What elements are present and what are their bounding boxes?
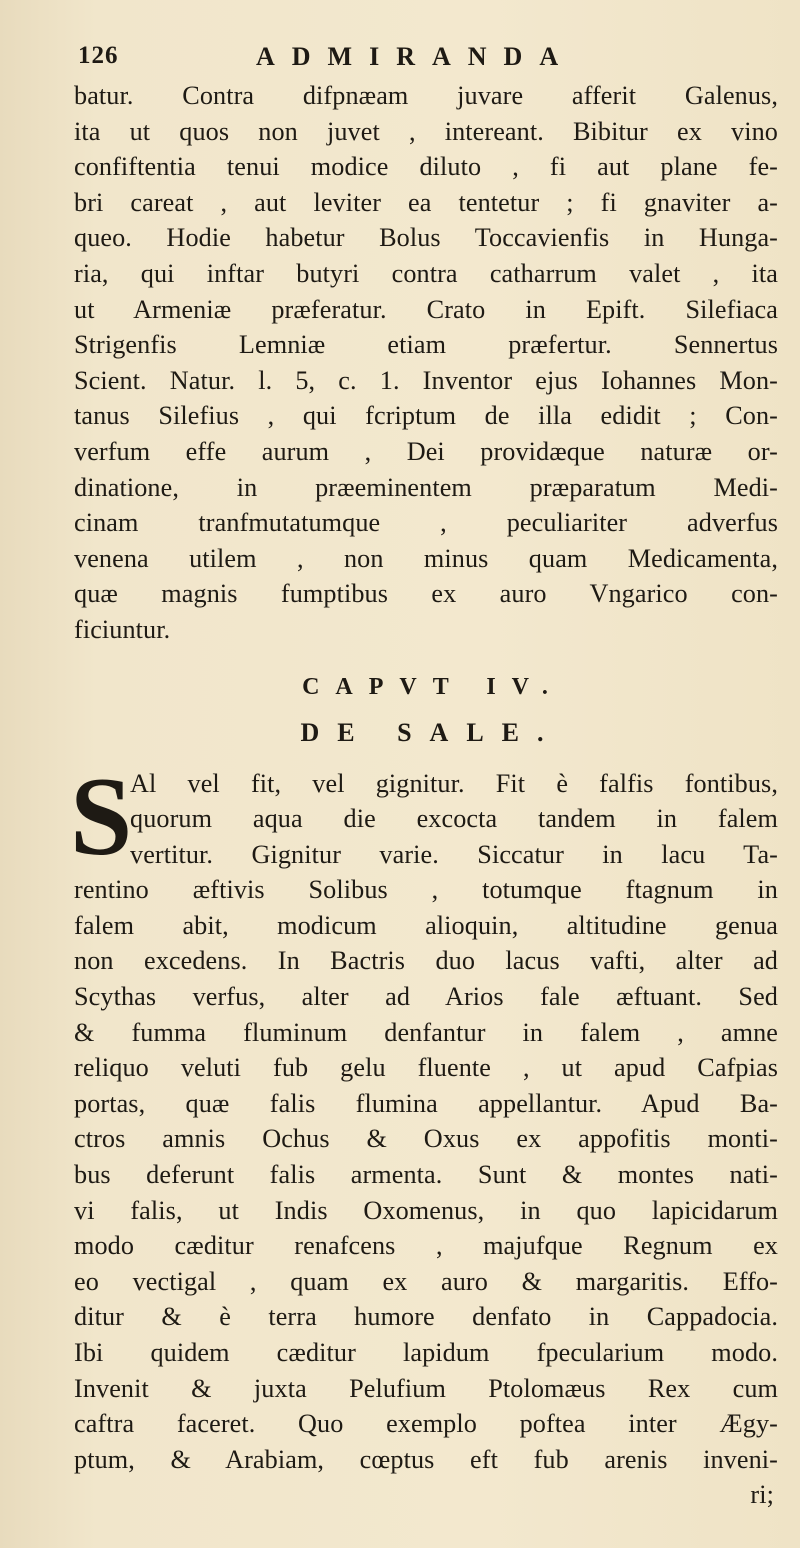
text-line: caftra faceret. Quo exemplo poftea inter Ægy- [74, 1409, 778, 1439]
text-line: ut Armeniæ præferatur. Crato in Epift. Silefiaca [74, 294, 778, 324]
text-line: batur. Contra difpnæam juvare afferit Galenus, [74, 81, 778, 110]
text-line: falem abit, modicum alioquin, altitudine genua [74, 910, 778, 940]
text-line: ita ut quos non juvet , intereant. Bibitur ex vino [74, 116, 778, 146]
text-line: vertitur. Gignitur varie. Siccatur in lacu Ta- [130, 839, 778, 869]
text-line: ctros amnis Ochus & Oxus ex appofitis monti- [74, 1124, 778, 1154]
text-line: ficiuntur. [74, 614, 171, 644]
paragraph-1 [74, 78, 778, 648]
text-line: Scient. Natur. l. 5, c. 1. Inventor ejus Iohannes Mon- [74, 365, 778, 395]
text-line: Invenit & juxta Pelufium Ptolomæus Rex cum [74, 1373, 778, 1403]
text-line: & fumma fluminum denfantur in falem , amne [74, 1017, 778, 1047]
text-line: Strigenfis Lemniæ etiam præfertur. Sennertus [74, 330, 778, 360]
text-line: quorum aqua die excocta tandem in falem [130, 804, 778, 834]
text-line: portas, quæ falis flumina appellantur. Apud Ba- [74, 1088, 778, 1118]
text-line: tanus Silefius , qui fcriptum de illa edidit ; Con- [74, 401, 778, 431]
text-line: Ibi quidem cæditur lapidum fpecularium modo. [74, 1338, 778, 1367]
text-line: ria, qui inftar butyri contra catharrum valet , ita [74, 258, 778, 288]
text-line: ptum, & Arabiam, cœptus eft fub arenis inveni- [74, 1444, 778, 1474]
text-line: cinam tranfmutatumque , peculiariter adverfus [74, 508, 778, 538]
chapter-heading: CAPVT IV. [302, 673, 564, 700]
paragraph-2 [70, 754, 778, 1513]
text-line: reliquo veluti fub gelu fluente , ut apud Cafpias [74, 1053, 778, 1083]
text-line: ditur & è terra humore denfato in Cappadocia. [74, 1302, 778, 1332]
text-line: bri careat , aut leviter ea tentetur ; fi gnaviter a- [74, 187, 778, 217]
text-line: queo. Hodie habetur Bolus Toccavienfis in Hunga- [74, 223, 778, 253]
text-line: verfum effe aurum , Dei providæque naturæ or- [74, 436, 778, 466]
running-head [74, 40, 778, 78]
text-line: vi falis, ut Indis Oxomenus, in quo lapicidarum [74, 1195, 778, 1225]
text-line: modo cæditur renafcens , majufque Regnum ex [74, 1231, 778, 1261]
text-line: Scythas verfus, alter ad Arios fale æftuant. Sed [74, 982, 778, 1012]
text-line: rentino æftivis Solibus , totumque ftagnum in [74, 875, 778, 905]
running-title: ADMIRANDA [256, 42, 576, 71]
page-number: 126 [78, 42, 119, 69]
text-line: bus deferunt falis armenta. Sunt & montes nati- [74, 1160, 778, 1190]
catchword: ri; [750, 1480, 774, 1510]
text-line: dinatione, in præeminentem præparatum Medi- [74, 472, 778, 502]
drop-cap: S [70, 754, 133, 879]
section-title: DE SALE. [300, 717, 562, 747]
text-line: Al vel fit, vel gignitur. Fit è falfis fontibus, [130, 768, 778, 798]
text-line: quæ magnis fumptibus ex auro Vngarico con- [74, 579, 778, 609]
text-line: confiftentia tenui modice diluto , fi aut plane fe- [74, 152, 778, 182]
text-line: non excedens. In Bactris duo lacus vafti, alter ad [74, 946, 778, 976]
text-line: venena utilem , non minus quam Medicamenta, [74, 543, 778, 573]
text-line: eo vectigal , quam ex auro & margaritis. Effo- [74, 1266, 778, 1296]
